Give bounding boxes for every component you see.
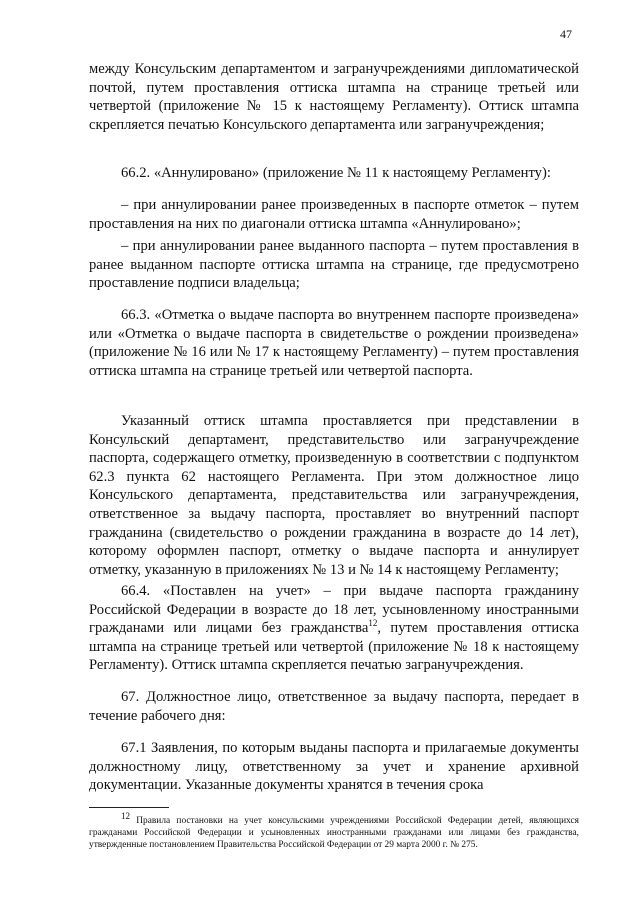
paragraph-annul-passport: – при аннулировании ранее выданного паспорта – путем проставления в ранее выданном паспорте оттиска штампа на странице, где предусмотрено проставление подписи владельца; <box>89 238 579 292</box>
paragraph-66-4-start: 66.4. «Поставлен на учет» – при выдаче паспорта гражданину Российской Федерации в возрасте до 18 лет, усыновленному иностранными гражданами или лицами без гражданства <box>89 583 579 637</box>
footnote <box>89 810 579 852</box>
footnote-separator <box>89 807 169 808</box>
paragraph-66-2: 66.2. «Аннулировано» (приложение № 11 к настоящему Регламенту): <box>121 165 551 181</box>
paragraph-annul-marks: – при аннулировании ранее произведенных в паспорте отметок – путем проставления на них по диагонали оттиска штампа «Аннулировано»; <box>89 197 579 232</box>
paragraph-66-3: 66.3. «Отметка о выдаче паспорта во внутреннем паспорте произведена» или «Отметка о выдаче паспорта в свидетельстве о рождении произведена» (приложение № 16 или № 17 к настоящему Регламенту) – путем проставления оттиска штампа на странице третьей или четвертой паспорта. <box>89 307 579 379</box>
paragraph-stamp-details: Указанный оттиск штампа проставляется при представлении в Консульский департамент, представительство или загранучреждение паспорта, содержащего отметку, произведенную в соответствии с подпунктом 62.3 пункта 62 настоящего Регламента. При этом должностное лицо Консульского департамента, представительства или загранучреждения, ответственное за выдачу паспорта, проставляет во внутренний паспорт гражданина (свидетельство о рождении гражданина в возрасте до 14 лет), которому оформлен паспорт, отметку о выдаче паспорта и аннулирует отметку, указанную в приложениях № 13 и № 14 к настоящему Регламенту; <box>89 413 579 578</box>
footnote-reference: 12 <box>368 618 378 629</box>
paragraph-66-4 <box>89 582 579 675</box>
paragraph-67-1: 67.1 Заявления, по которым выданы паспорта и прилагаемые документы должностному лицу, ответственному за учет и хранение архивной документации. Указанные документы хранятся в течения срока <box>89 740 579 794</box>
footnote-marker: 12 <box>121 810 130 821</box>
paragraph-67: 67. Должностное лицо, ответственное за выдачу паспорта, передает в течение рабочего дня: <box>89 689 579 724</box>
paragraph-66-4-end: , путем проставления оттиска штампа на странице третьей или четвертой (приложение № 18 к настоящему Регламенту). Оттиск штампа скрепляется печатью загранучреждения. <box>89 620 579 674</box>
page-number: 47 <box>560 27 572 41</box>
footnote-text: Правила постановки на учет консульскими учреждениями Российской Федерации детей, являющихся гражданами Российской Федерации и усыновленных иностранными гражданами или лицами без гражданства, утвержденные постановлением Правительства Российской Федерации от 29 марта 2000 г. № 275. <box>89 816 579 851</box>
paragraph-continuation: между Консульским департаментом и загранучреждениями дипломатической почтой, путем проставления оттиска штампа на странице третьей или четвертой (приложение № 15 к настоящему Регламенту). Оттиск штампа скрепляется печатью Консульского департамента или загранучреждения; <box>89 61 579 133</box>
